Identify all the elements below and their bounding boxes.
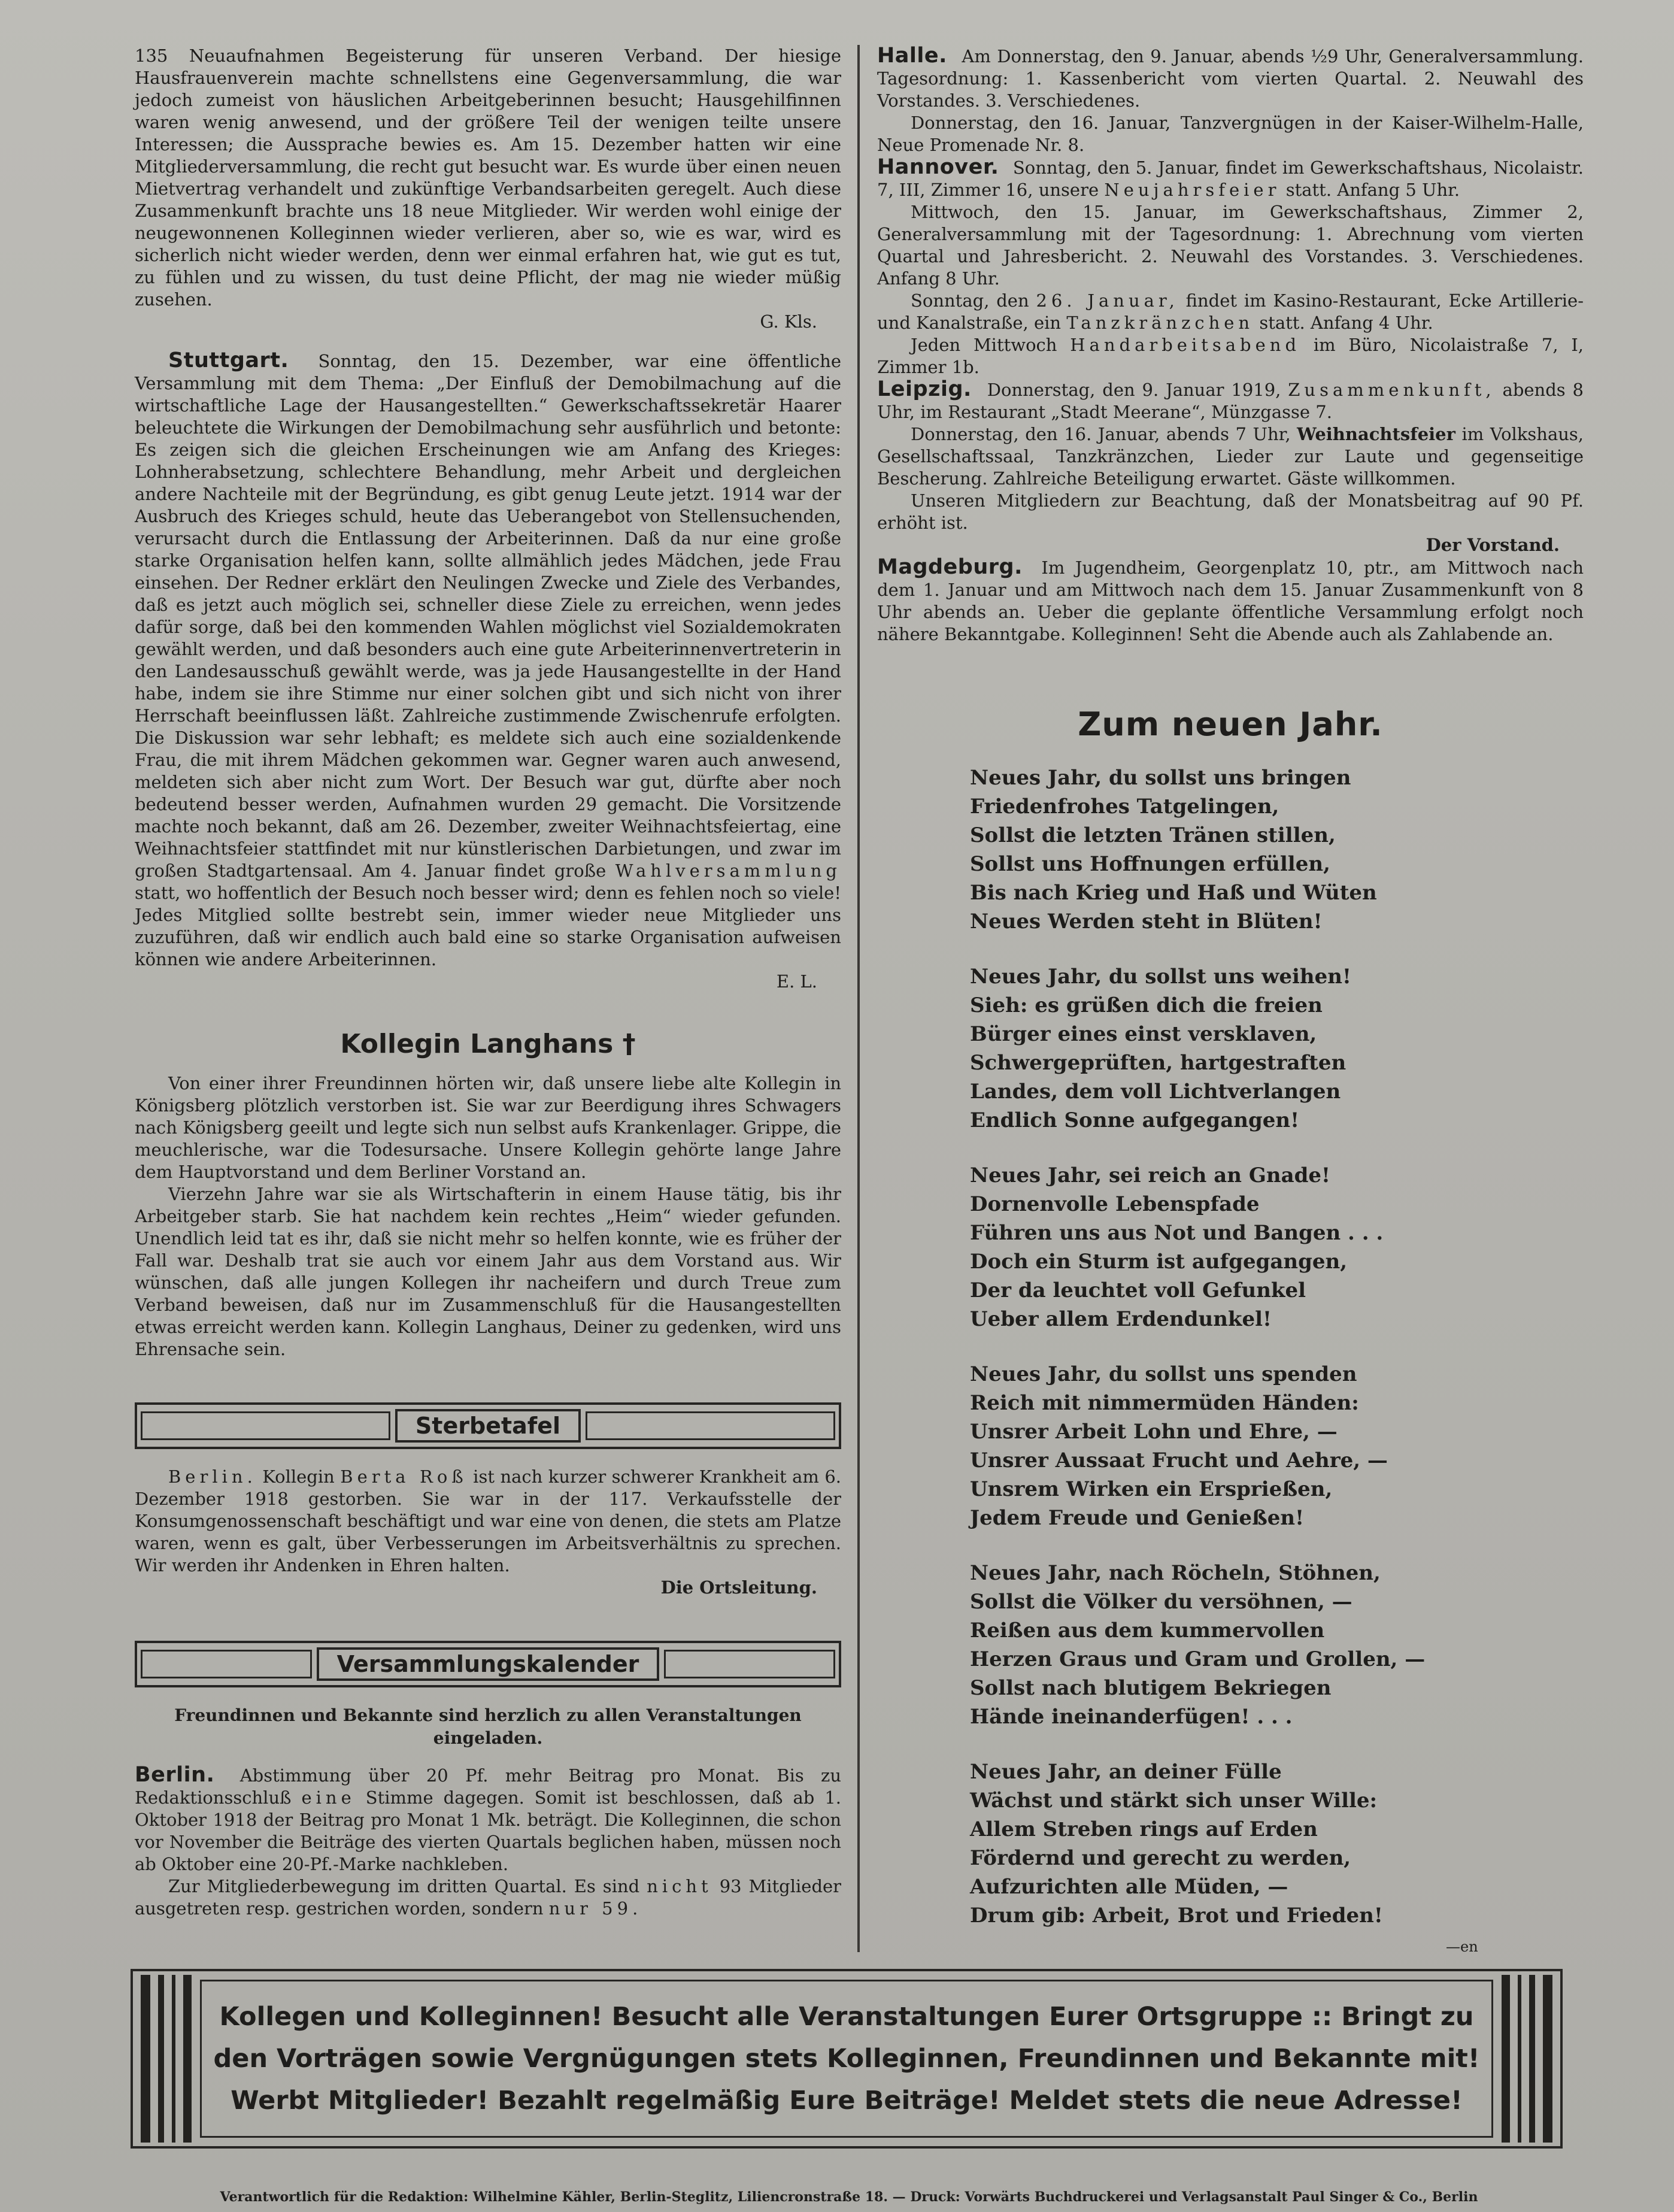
leipzig-announcement-2 [877,423,1584,490]
hannover-text-3b: findet im Kasino-Restaurant, Ecke Artillerie- und Kanalstraße, ein [877,290,1584,333]
hannover-text-4b: im Büro, Nicolaistraße 7, I, Zimmer 1b. [877,335,1584,377]
hannover-spaced-4: Handarbeitsabend [1070,335,1301,355]
sterbe-text-1: Kollegin [262,1466,335,1487]
hannover-announcement-4 [877,334,1584,378]
left-column [135,45,841,1920]
berlin-spaced-3: nur 59. [548,1898,642,1919]
halle-text: Am Donnerstag, den 9. Januar, abends ½9 Uhr, Generalversammlung. Tagesordnung: 1. Kassenbericht vom vierten Quartal. 2. Neuwahl des Vorstandes. 3. Verschiedenes. [877,46,1584,111]
poem-line: Sollst die Völker du versöhnen, — [970,1590,1352,1614]
halle-announcement-2: Donnerstag, den 16. Januar, Tanzvergnügen in der Kaiser-Wilhelm-Halle, Neue Promenade Nr. 8. [877,113,1584,155]
poem-line: Hände ineinanderfügen! . . . [970,1705,1293,1729]
hannover-text-3a: Sonntag, den [911,290,1029,311]
poem-line: Reich mit nimmermüden Händen: [970,1391,1359,1415]
hannover-announcement-2: Mittwoch, den 15. Januar, im Gewerkschaftshaus, Zimmer 2, Generalversammlung mit der Tagesordnung: 1. Abrechnung vom vierten Quartal und Jahresbericht. 2. Neuwahl des Vorstandes. 3. Verschiedenes. Anfang 8 Uhr. [877,202,1584,289]
leipzig-signature: Der Vorstand. [1426,535,1560,555]
city-heading-stuttgart: Stuttgart. [168,349,289,372]
hannover-text-1b: statt. Anfang 5 Uhr. [1285,180,1460,200]
poem-line: Wächst und stärkt sich unser Wille: [970,1789,1378,1813]
hannover-announcement [877,156,1584,201]
sterbetafel-title: Sterbetafel [395,1409,581,1443]
poem-stanza [970,1559,1584,1731]
poem-line: Allem Streben rings auf Erden [970,1817,1318,1841]
poem-stanza [970,1758,1584,1930]
sterbe-city: Berlin. [168,1466,257,1487]
obituary-paragraph-1: Von einer ihrer Freundinnen hörten wir, daß unsere liebe alte Kollegin in Königsberg plötzlich verstorben ist. Sie war zur Beerdigung ihres Schwagers nach Königsberg geeilt und legte sich nun selbst aufs Krankenlager. Grippe, die meuchlerische, war die Todesursache. Unsere Kollegin gehörte lange Jahre dem Hauptvorstand und dem Berliner Vorstand an. [135,1073,841,1182]
obituary-title: Kollegin Langhans † [340,1029,636,1059]
poem-line: Schwergeprüften, hartgestraften [970,1051,1347,1075]
poem-line: Neues Jahr, du sollst uns bringen [970,766,1351,790]
leipzig-text-2b: im Volkshaus, Gesellschaftssaal, Tanzkränzchen, Lieder zur Laute und gegenseitige Bescherung. Zahlreiche Beteiligung erwartet. Gäste willkommen. [877,424,1584,489]
sterbetafel-entry [135,1466,841,1577]
intro-signature: G. Kls. [760,311,817,332]
kalender-subtitle: Freundinnen und Bekannte sind herzlich zu allen Veranstaltungen eingeladen. [174,1705,802,1748]
leipzig-announcement-3: Unseren Mitgliedern zur Beachtung, daß der Monatsbeitrag auf 90 Pf. erhöht ist. [877,490,1584,533]
obituary-paragraph-2: Vierzehn Jahre war sie als Wirtschafterin in einem Hause tätig, bis ihr Arbeitgeber starb. Sie hat nachdem kein rechtes „Heim“ wieder gefunden. Unendlich leid tat es ihr, daß sie nicht mehr so helfen konnte, wie es früher der Fall war. Deshalb trat sie auch vor einem Jahr aus dem Vorstand aus. Wir wünschen, daß alle jungen Kollegen ihr nacheifern und durch Treue zum Verband beweisen, daß nur im Zusammenschluß für die Hausangestellten etwas erreicht werden kann. Kollegin Langhaus, Deiner zu gedenken, wird uns Ehrensache sein. [135,1184,841,1359]
city-heading-magdeburg: Magdeburg. [877,555,1023,579]
poem-line: Neues Jahr, du sollst uns weihen! [970,965,1351,989]
leipzig-text-2a: Donnerstag, den 16. Januar, abends 7 Uhr, [911,424,1291,444]
poem-line: Unsrer Arbeit Lohn und Ehre, — [970,1420,1338,1444]
poem-stanza [970,962,1584,1135]
poem-line: Friedenfrohes Tatgelingen, [970,795,1279,819]
leipzig-bold-2: Weihnachtsfeier [1297,424,1455,444]
berlin-text-4: 93 Mitglieder ausgetreten resp. gestrichen worden, sondern [135,1876,842,1919]
stuttgart-text: Sonntag, den 15. Dezember, war eine öffentliche Versammlung mit dem Thema: „Der Einfluß der Demobilmachung auf die wirtschaftliche Lage der Hausangestellten.“ Gewerkschaftssekretär Haarer beleuchtete die Wirkungen der Demobilmachung sehr ausführlich und betonte: Es zeigen sich die gleichen Erscheinungen wie am Anfang des Krieges: Lohnherabsetzung, schlechtere Behandlung, mehr Arbeit und dergleichen andere Nachteile mit der Begründung, es gibt genug Leute jetzt. 1914 war der Ausbruch des Krieges schuld, heute das Ueberangebot von Stellensuchenden, verursacht durch die Entlassung der Arbeiterinnen. Daß da nur eine große starke Organisation helfen kann, sollte allmählich jedes Mädchen, jede Frau einsehen. Der Redner erklärt den Neulingen Zwecke und Ziele des Verbandes, daß es jetzt auch möglich sei, schneller diese Ziele zu erreichen, wenn jedes dafür sorge, daß bei den kommenden Wahlen möglichst viel Sozialdemokraten gewählt werden, und daß besonders auch eine gute Arbeiterinnenvertreterin in den Landesausschuß gewählt werde, was ja jede Hausangestellte in der Hand habe, indem sie ihre Stimme nur einer solchen gibt und sich nicht von ihrer Herrschaft beeinflussen läßt. Zahlreiche zustimmende Zwischenrufe erfolgten. Die Diskussion war sehr lebhaft; es meldete sich auch eine sozialdenkende Frau, die mit ihrem Mädchen gekommen war. Gegner waren auch anwesend, meldeten sich aber nicht zum Wort. Der Besuch war gut, dürfte aber noch bedeutend besser werden, Aufnahmen wurden 29 gemacht. Die Vorsitzende machte noch bekannt, daß am 26. Dezember, zweiter Weihnachtsfeiertag, eine Weihnachtsfeier stattfindet mit nur künstlerischen Darbietungen, und zwar im großen Stadtgartensaal. Am 4. Januar findet große [135,351,842,881]
poem-stanza [970,1161,1584,1334]
poem-line: Sollst die letzten Tränen stillen, [970,823,1336,847]
berlin-text-2: Stimme dagegen. Somit ist beschlossen, daß ab 1. Oktober 1918 der Beitrag pro Monat 1 Mk. beträgt. Die Kolleginnen, die schon vor November die Beiträge des vierten Quartals beglichen haben, müssen noch ab Oktober eine 20-Pf.-Marke nachkleben. [135,1787,842,1874]
footer-line-3: Werbt Mitglieder! Bezahlt regelmäßig Eure Beiträge! Meldet stets die neue Adresse! [231,2086,1463,2116]
header-rule-right [664,1650,835,1678]
hannover-text-3c: statt. Anfang 4 Uhr. [1259,313,1433,333]
poem-line: Neues Jahr, nach Röcheln, Stöhnen, [970,1561,1381,1585]
leipzig-spaced-1: Zusammenkunft, [1288,380,1496,400]
berlin-membership [135,1875,841,1920]
header-rule-left [141,1650,312,1678]
poem-line: Jedem Freude und Genießen! [970,1506,1305,1530]
hannover-spaced-2: 26. Januar, [1036,290,1179,311]
poem-line: Drum gib: Arbeit, Brot und Frieden! [970,1904,1383,1928]
hannover-spaced-3: Tanzkränzchen [1066,313,1254,333]
poem-line: Reißen aus dem kummervollen [970,1619,1325,1643]
poem-stanza [970,763,1584,936]
hannover-text-4a: Jeden Mittwoch [911,335,1057,355]
poem-line: Neues Jahr, sei reich an Gnade! [970,1163,1330,1187]
poem-line: Endlich Sonne aufgegangen! [970,1108,1299,1132]
magdeburg-announcement [877,556,1584,646]
halle-announcement [877,45,1584,112]
intro-paragraph: 135 Neuaufnahmen Begeisterung für unseren Verband. Der hiesige Hausfrauenverein machte schnellstens eine Gegenversammlung, die war jedoch zumeist von häuslichen Arbeitgeberinnen besucht; Hausgehilfinnen waren wenig anwesend, und der größere Teil der wenigen teilte unsere Interessen; die Aussprache bewies es. Am 15. Dezember hatten wir eine Mitgliederversammlung, die recht gut besucht war. Es wurde über einen neuen Mietvertrag verhandelt und zukünftige Verbandsarbeiten geregelt. Auch diese Zusammenkunft brachte uns 18 neue Mitglieder. Wir werden wohl einige der neugewonnenen Kolleginnen wieder verlieren, aber so, wie es war, wird es sicherlich nicht wieder werden, denn wer einmal erfahren hat, wie gut es tut, zu fühlen und zu wissen, du tust deine Pflicht, der mag nie wieder müßig zusehen. [135,46,841,310]
decorative-stripes-left [133,1971,200,2146]
poem-line: Unsrer Aussaat Frucht und Aehre, — [970,1449,1388,1472]
poem-line: Neues Jahr, an deiner Fülle [970,1760,1282,1784]
leipzig-text-1b: abends 8 Uhr, im Restaurant „Stadt Meerane“, Münzgasse 7. [877,380,1584,422]
poem-line: Fördernd und gerecht zu werden, [970,1846,1351,1870]
footer-appeal [200,1980,1494,2138]
poem-line: Dornenvolle Lebenspfade [970,1192,1260,1216]
stuttgart-report [135,350,841,971]
poem-line: Aufzurichten alle Müden, — [970,1875,1288,1899]
poem-line: Ueber allem Erdendunkel! [970,1307,1272,1331]
poem-stanza [970,1360,1584,1532]
hannover-text-1: Sonntag, den 5. Januar, findet im Gewerkschaftshaus, Nicolaistr. 7, III, Zimmer 16, unsere [877,157,1584,200]
poem-line: Sollst uns Hoffnungen erfüllen, [970,852,1330,876]
header-rule-right [586,1411,835,1440]
poem-line: Landes, dem voll Lichtverlangen [970,1080,1341,1104]
poem-line: Sollst nach blutigem Bekriegen [970,1676,1332,1700]
footer-line-1: Kollegen und Kolleginnen! Besucht alle Veranstaltungen Eurer Ortsgruppe :: Bringt zu [219,2002,1474,2032]
berlin-text-1: Abstimmung über 20 Pf. mehr Beitrag pro Monat. Bis zu Redaktionsschluß [135,1765,842,1808]
leipzig-announcement [877,378,1584,423]
kalender-header [135,1641,841,1687]
column-divider [857,45,860,1952]
poem-line: Der da leuchtet voll Gefunkel [970,1278,1306,1302]
poem-title: Zum neuen Jahr. [1078,705,1383,743]
imprint-line: Verantwortlich für die Redaktion: Wilhelmine Kähler, Berlin-Steglitz, Liliencronstraße 18. — Druck: Vorwärts Buchdruckerei und Verlagsanstalt Paul Singer & Co., Berlin [220,2189,1478,2205]
magdeburg-text: Im Jugendheim, Georgenplatz 10, ptr., am Mittwoch nach dem 1. Januar und am Mittwoch nach dem 15. Januar Zusammenkunft von 8 Uhr abends an. Ueber die geplante öffentliche Versammlung erfolgt noch nähere Bekanntgabe. Kolleginnen! Seht die Abende auch als Zahlabende an. [877,557,1584,644]
poem-line: Sieh: es grüßen dich die freien [970,993,1323,1017]
poem-line: Herzen Graus und Gram und Grollen, — [970,1647,1426,1671]
sterbe-name: Berta Roß [340,1466,468,1487]
stuttgart-text-2: statt, wo hoffentlich der Besuch noch besser wird; denn es fehlen noch so viele! Jedes Mitglied sollte bestrebt sein, immer wieder neue Mitglieder uns zuzuführen, daß wir endlich auch bald eine so starke Organisation aufweisen können wie andere Arbeiterinnen. [135,883,841,969]
berlin-spaced-1: eine [301,1787,356,1808]
city-heading-halle: Halle. [877,44,947,68]
footer-appeal-box [131,1969,1563,2149]
poem-line: Bürger eines einst versklaven, [970,1022,1317,1046]
poem-signature: —en [1446,1938,1478,1955]
kalender-title: Versammlungskalender [317,1647,660,1681]
sterbe-signature: Die Ortsleitung. [660,1577,817,1598]
berlin-spaced-2: nicht [647,1876,712,1896]
poem-line: Doch ein Sturm ist aufgegangen, [970,1250,1348,1274]
hannover-announcement-3 [877,290,1584,334]
sterbe-text-2: ist nach kurzer schwerer Krankheit am 6. Dezember 1918 gestorben. Sie war in der 117. Verkaufsstelle der Konsumgenossenschaft beschäftigt und war eine von denen, die stets am Platze waren, wenn es galt, über Verbesserungen im Arbeitsverhältnis zu sprechen. Wir werden ihr Andenken in Ehren halten. [135,1466,842,1575]
stuttgart-signature: E. L. [776,971,817,992]
city-heading-leipzig: Leipzig. [877,377,972,401]
poem-line: Neues Jahr, du sollst uns spenden [970,1362,1357,1386]
decorative-stripes-right [1493,1971,1560,2146]
right-column [877,45,1584,1955]
header-rule-left [141,1411,390,1440]
stuttgart-spaced-text: Wahlversammlung [615,860,841,881]
poem-line: Bis nach Krieg und Haß und Wüten [970,881,1377,905]
poem-line: Neues Werden steht in Blüten! [970,910,1323,934]
poem-line: Unsrem Wirken ein Ersprießen, [970,1477,1333,1501]
poem [877,763,1584,1930]
poem-line: Führen uns aus Not und Bangen . . . [970,1221,1384,1245]
city-heading-berlin: Berlin. [135,1763,215,1787]
sterbetafel-header [135,1402,841,1449]
hannover-spaced-1: Neujahrsfeier [1104,180,1281,200]
footer-line-2: den Vorträgen sowie Vergnügungen stets Kolleginnen, Freundinnen und Bekannte mit! [213,2044,1480,2074]
berlin-announcement [135,1764,841,1875]
city-heading-hannover: Hannover. [877,155,999,179]
berlin-text-3: Zur Mitgliederbewegung im dritten Quartal. Es sind [168,1876,640,1896]
leipzig-text-1a: Donnerstag, den 9. Januar 1919, [987,380,1281,400]
